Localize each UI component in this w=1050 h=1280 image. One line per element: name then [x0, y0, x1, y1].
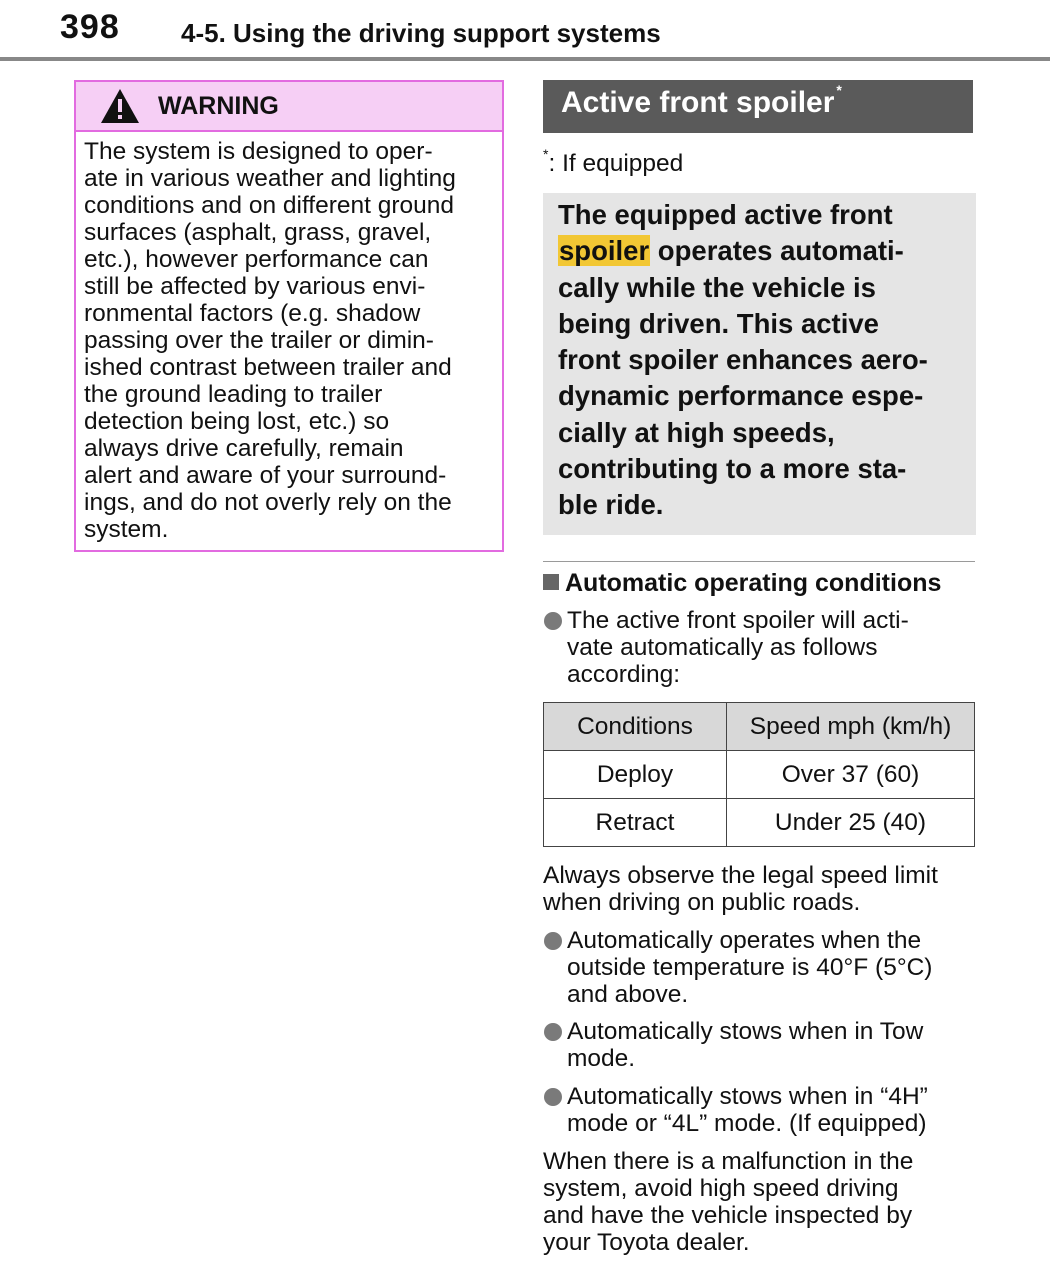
- warning-line: alert and aware of your surround-: [84, 462, 447, 489]
- warning-line: still be affected by various envi-: [84, 273, 426, 300]
- list-item-text: [567, 607, 909, 688]
- footnote-text: : If equipped: [548, 150, 684, 177]
- table-header-row: [544, 703, 975, 751]
- feature-title-bar: [543, 80, 973, 133]
- summary-line: cally while the vehicle is: [558, 271, 876, 303]
- list-item-text: [567, 927, 932, 1008]
- summary-line: front spoiler enhances aero-: [558, 344, 928, 376]
- page-number: 398: [60, 8, 120, 46]
- footnote-marker: *: [543, 146, 549, 162]
- summary-line: dynamic performance espe-: [558, 380, 924, 412]
- summary-line: cially at high speeds,: [558, 416, 835, 448]
- warning-line: ate in various weather and lighting: [84, 165, 456, 192]
- warning-text: [84, 138, 496, 543]
- text-line: mode or “4L” mode. (If equipped): [567, 1110, 927, 1137]
- list-item-text: [567, 1018, 923, 1072]
- warning-box: [74, 80, 504, 552]
- table-header: Speed mph (km/h): [727, 703, 975, 751]
- warning-line: detection being lost, etc.) so: [84, 408, 390, 435]
- warning-line: conditions and on different ground: [84, 192, 455, 219]
- summary-line-rest: operates automati-: [650, 235, 904, 267]
- text-line: Automatically operates when the: [567, 927, 922, 954]
- table-cell: Retract: [544, 799, 727, 847]
- text-line: When there is a malfunction in the: [543, 1148, 914, 1175]
- highlighted-term: spoiler: [559, 235, 650, 267]
- text-line: Automatically stows when in Tow: [567, 1018, 924, 1045]
- summary-line: ble ride.: [558, 489, 664, 521]
- text-line: outside temperature is 40°F (5°C): [567, 954, 933, 981]
- conditions-heading-text: Automatic operating conditions: [565, 569, 942, 597]
- list-item-text: [567, 1083, 928, 1137]
- feature-title-text: Active front spoiler: [561, 86, 835, 119]
- warning-line: passing over the trailer or dimin-: [84, 327, 434, 354]
- page-header: [0, 0, 1050, 60]
- table-cell: Deploy: [544, 751, 727, 799]
- warning-line: ings, and do not overly rely on the: [84, 489, 452, 516]
- text-line: Always observe the legal speed limit: [543, 862, 938, 889]
- speed-note: [543, 862, 938, 916]
- warning-header: [76, 82, 502, 132]
- speed-table: [543, 702, 975, 847]
- section-divider: [543, 561, 975, 562]
- table-header: Conditions: [544, 703, 727, 751]
- section-title: 4-5. Using the driving support systems: [181, 18, 661, 48]
- bullet-icon: [544, 1088, 562, 1106]
- warning-label: WARNING: [158, 92, 279, 120]
- warning-line: The system is designed to oper-: [84, 138, 433, 165]
- text-line: Automatically stows when in “4H”: [567, 1083, 928, 1110]
- summary-line: contributing to a more sta-: [558, 453, 907, 485]
- table-row: [544, 751, 975, 799]
- warning-line: always drive carefully, remain: [84, 435, 404, 462]
- bullet-icon: [544, 932, 562, 950]
- malfunction-note: [543, 1148, 913, 1256]
- text-line: mode.: [567, 1045, 636, 1072]
- header-divider: [0, 57, 1050, 61]
- text-line: according:: [567, 661, 681, 688]
- text-line: when driving on public roads.: [543, 889, 861, 916]
- square-bullet-icon: [543, 574, 559, 590]
- text-line: your Toyota dealer.: [543, 1229, 750, 1256]
- text-line: and have the vehicle inspected by: [543, 1202, 913, 1229]
- warning-line: ished contrast between trailer and: [84, 354, 452, 381]
- bullet-icon: [544, 612, 562, 630]
- summary-line: being driven. This active: [558, 307, 879, 339]
- warning-line: the ground leading to trailer: [84, 381, 383, 408]
- feature-title: [561, 82, 842, 120]
- table-row: [544, 799, 975, 847]
- footnote: [543, 146, 684, 178]
- summary-text: [558, 197, 928, 524]
- text-line: system, avoid high speed driving: [543, 1175, 899, 1202]
- footnote-marker: *: [836, 82, 842, 98]
- text-line: and above.: [567, 981, 689, 1008]
- warning-line: ronmental factors (e.g. shadow: [84, 300, 421, 327]
- summary-line: [558, 233, 928, 269]
- warning-line: etc.), however performance can: [84, 246, 429, 273]
- conditions-heading: [543, 569, 941, 598]
- summary-box: [543, 193, 976, 535]
- table-cell: Over 37 (60): [727, 751, 975, 799]
- warning-line: surfaces (asphalt, grass, gravel,: [84, 219, 432, 246]
- bullet-icon: [544, 1023, 562, 1041]
- warning-line: system.: [84, 516, 169, 543]
- warning-triangle-icon: [100, 88, 140, 124]
- table-cell: Under 25 (40): [727, 799, 975, 847]
- text-line: The active front spoiler will acti-: [567, 607, 909, 634]
- summary-line: The equipped active front: [558, 199, 893, 230]
- text-line: vate automatically as follows: [567, 634, 878, 661]
